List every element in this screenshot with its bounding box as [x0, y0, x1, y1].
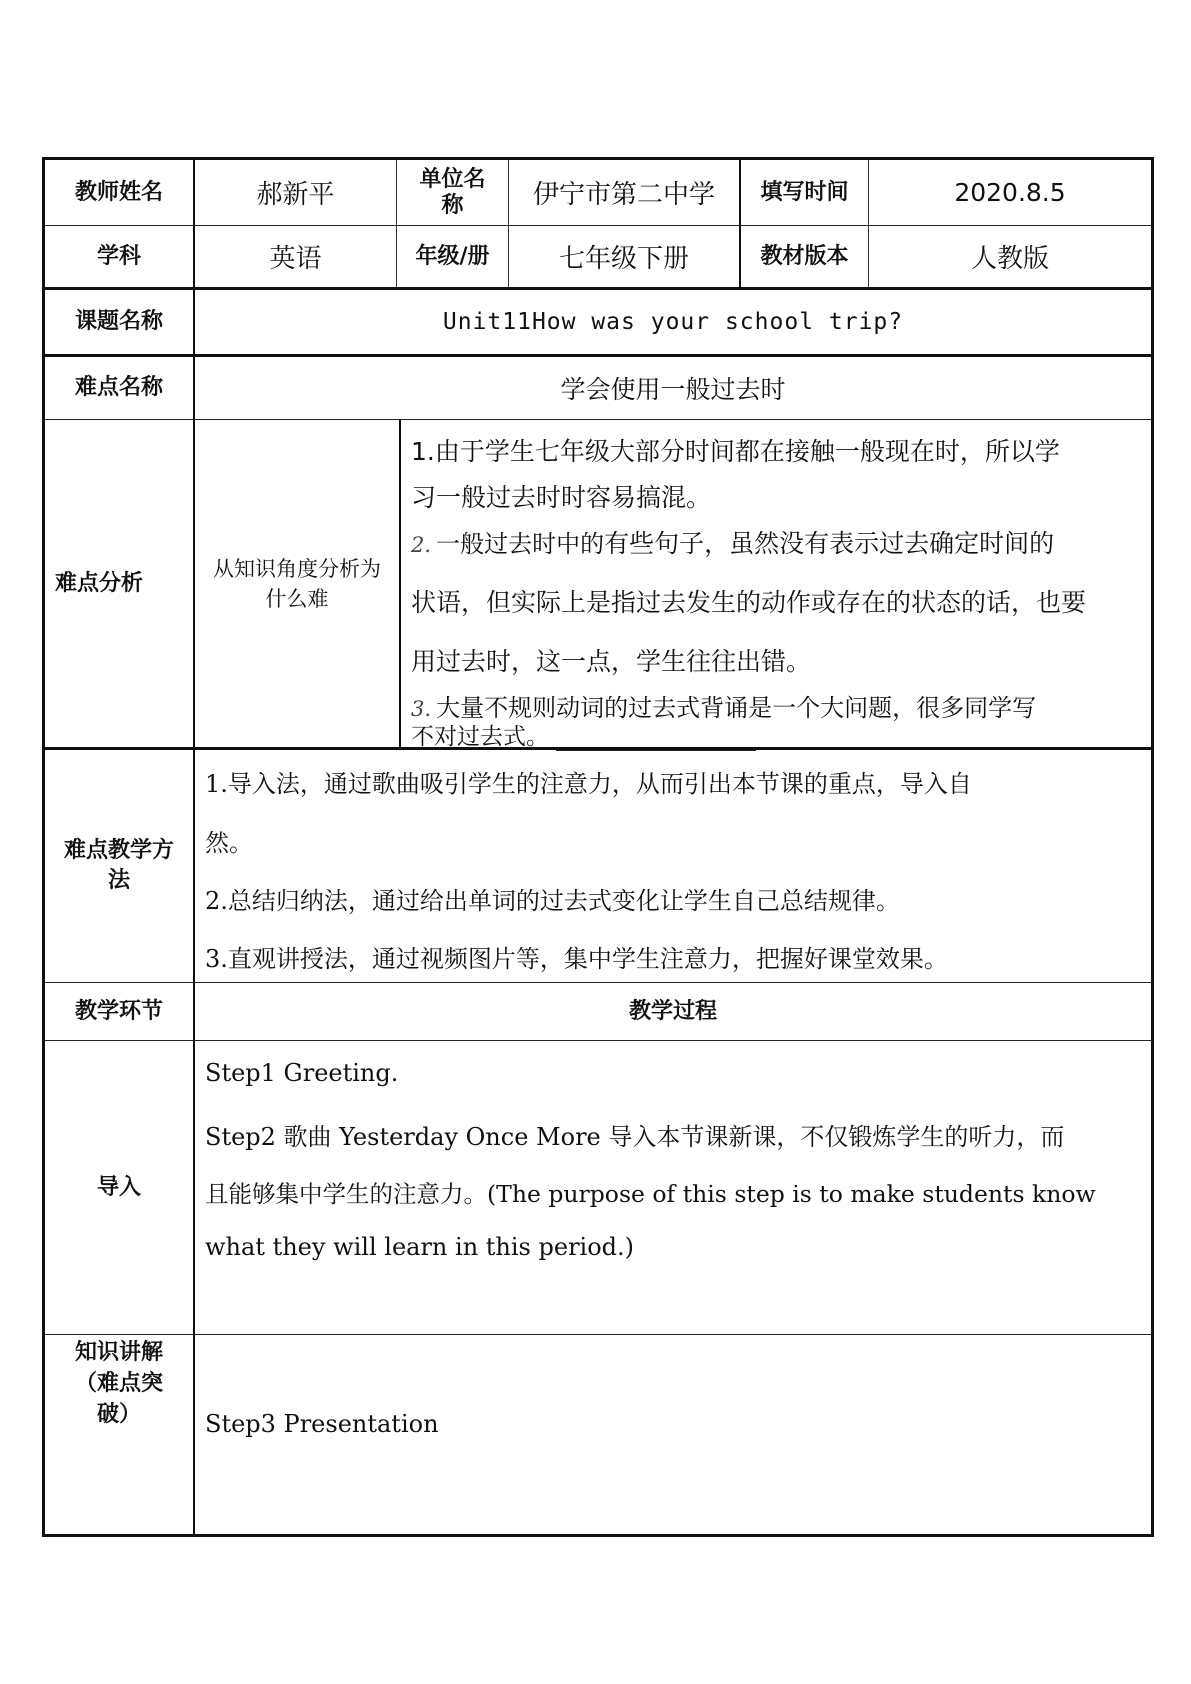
analysis-point-2-text-b: 有些句子，虽然没有表示过去确定时间的	[604, 529, 1055, 558]
stage-label: 教学环节	[45, 983, 195, 1040]
knowledge-label-line-1: 知识讲解	[74, 1340, 163, 1365]
edition-label: 教材版本	[741, 226, 869, 287]
analysis-point-1-text: 由于学生七年级大部分时间都在接触一般现在时，所以学	[434, 437, 1060, 466]
method-line-2: 然。	[205, 829, 253, 857]
difficulty-value: 学会使用一般过去时	[560, 375, 786, 404]
teacher-name: 郝新平	[195, 160, 397, 225]
lesson-plan-table	[42, 157, 1154, 1537]
analysis-point-2-line-3: 用过去时，这一点，学生往往出错。	[411, 647, 812, 676]
topic-label: 课题名称	[45, 290, 195, 354]
intro-line-2: Step2 歌曲 Yesterday Once More 导入本节课新课，不仅锻炼学生的听力，而	[205, 1123, 1065, 1151]
knowledge-line-1: Step3 Presentation	[205, 1410, 439, 1438]
analysis-point-2-line-2: 状语，但实际上是指过去发生的动作或存在的状态的话，也要	[411, 588, 1087, 617]
method-line-1: 1.导入法，通过歌曲吸引学生的注意力，从而引出本节课的重点，导入自	[205, 770, 972, 798]
methods-label	[45, 750, 195, 982]
analysis-point-1-number: 1.	[411, 437, 435, 466]
method-line-4: 3.直观讲授法，通过视频图片等，集中学生注意力，把握好课堂效果。	[205, 945, 948, 973]
intro-line-3: 且能够集中学生的注意力。(The purpose of this step is to make students know	[205, 1180, 1096, 1208]
analysis-sub-label	[195, 420, 401, 747]
topic-value: Unit11How was your school trip?	[442, 309, 904, 335]
row-analysis	[45, 420, 1151, 750]
process-label: 教学过程	[628, 998, 717, 1024]
analysis-point-3-text: 大量不规则动词的过去式背诵是一个大问题，很多同学写	[436, 694, 1037, 722]
analysis-point-3-line-2	[411, 718, 756, 751]
analysis-point-2-text-a: 一般过去时中的	[436, 530, 605, 558]
analysis-point-2-line-1	[411, 524, 1054, 560]
knowledge-content	[195, 1335, 1151, 1534]
analysis-point-3-text-2: 不对过去式。	[411, 724, 549, 750]
row-process-header	[45, 983, 1151, 1041]
date-label: 填写时间	[741, 160, 869, 225]
unit-label	[397, 160, 509, 225]
subject-label: 学科	[45, 226, 195, 287]
knowledge-label	[45, 1335, 195, 1534]
intro-content	[195, 1041, 1151, 1334]
analysis-point-3-number: 3.	[411, 697, 432, 721]
knowledge-label-text	[75, 1337, 163, 1430]
analysis-sub-label-text: 从知识角度分析为什么难	[213, 556, 381, 611]
analysis-point-1-line-1	[411, 432, 1060, 468]
row-subject-info	[45, 226, 1151, 290]
date-value: 2020.8.5	[954, 178, 1066, 207]
difficulty-label: 难点名称	[45, 357, 195, 419]
row-knowledge	[45, 1335, 1151, 1534]
analysis-point-1-line-2: 习一般过去时时容易搞混。	[411, 483, 712, 512]
analysis-content	[401, 420, 1151, 750]
row-topic	[45, 290, 1151, 357]
intro-label: 导入	[45, 1041, 195, 1334]
knowledge-label-line-3: 破）	[96, 1402, 141, 1427]
subject-value: 英语	[195, 226, 397, 287]
row-teacher-info	[45, 160, 1151, 226]
methods-label-text: 难点教学方法	[63, 838, 174, 893]
analysis-label: 难点分析	[45, 420, 195, 747]
intro-line-4: what they will learn in this period.)	[205, 1233, 635, 1261]
teacher-label: 教师姓名	[45, 160, 195, 225]
row-methods	[45, 750, 1151, 983]
knowledge-label-line-2: （难点突	[74, 1371, 163, 1396]
row-intro	[45, 1041, 1151, 1335]
grade-label: 年级/册	[397, 226, 509, 287]
intro-line-1: Step1 Greeting.	[205, 1059, 399, 1087]
method-line-3: 2.总结归纳法，通过给出单词的过去式变化让学生自己总结规律。	[205, 887, 900, 915]
row-difficulty	[45, 357, 1151, 420]
edition-value: 人教版	[970, 244, 1049, 274]
unit-label-text: 单位名称	[419, 166, 486, 218]
analysis-point-2-number: 2.	[411, 533, 432, 557]
methods-content	[195, 750, 1151, 982]
grade-value: 七年级下册	[509, 226, 741, 287]
unit-name: 伊宁市第二中学	[509, 160, 741, 225]
